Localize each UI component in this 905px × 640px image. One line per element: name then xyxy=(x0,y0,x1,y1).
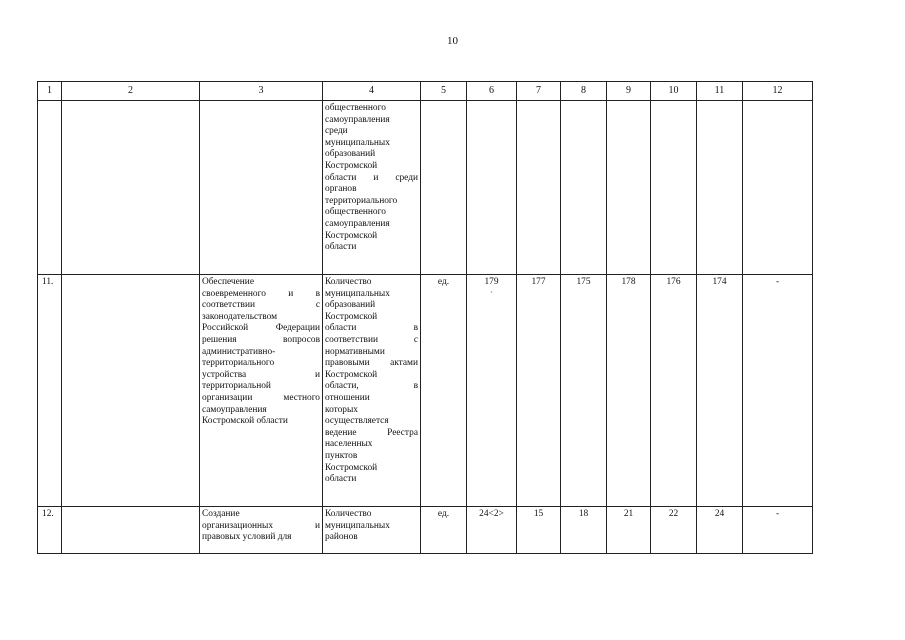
scan-speck: ˋ xyxy=(490,289,493,300)
measure-cell xyxy=(200,275,323,507)
cell-text-line: образований xyxy=(325,300,376,311)
cell-text-line: нормативными xyxy=(325,346,385,357)
value-cell-11 xyxy=(697,101,743,275)
value-cell-7: 15 xyxy=(517,507,561,554)
cell-text-line: Костромской xyxy=(325,230,378,241)
row-number: 12. xyxy=(38,507,62,554)
cell-text-line: Обеспечение xyxy=(202,277,254,287)
cell-text-line: решения вопросов xyxy=(202,334,320,345)
indicators-table xyxy=(37,81,813,554)
unit-cell xyxy=(421,101,467,275)
cell-text-line: правовых условий для xyxy=(202,532,292,543)
cell-text-line: соответствии с xyxy=(202,300,320,311)
value-cell-6 xyxy=(467,101,517,275)
indicator-cell xyxy=(323,275,421,507)
cell-text-line: территориальной xyxy=(202,381,271,392)
value-text: 179 xyxy=(484,277,499,287)
value-cell-11: 174 xyxy=(697,275,743,507)
cell-text-line: муниципальных xyxy=(325,288,390,299)
cell-text-line: отношении xyxy=(325,392,370,403)
cell-text-line: ведение Реестра xyxy=(325,427,418,438)
cell-text-line: соответствии с xyxy=(325,334,418,345)
row-number xyxy=(38,101,62,275)
table-row xyxy=(38,275,813,507)
cell-text-line: самоуправления xyxy=(202,404,267,415)
cell-text-line: общественного xyxy=(325,207,386,218)
cell-text-line: своевременного и в xyxy=(202,288,320,299)
cell-text-line: Российской Федерации xyxy=(202,323,320,334)
value-cell-8: 18 xyxy=(561,507,607,554)
cell-text-line: территориального xyxy=(202,358,275,369)
cell-text-line: Количество xyxy=(325,509,372,519)
cell-text-line: территориального xyxy=(325,195,398,206)
value-cell-9 xyxy=(607,101,651,275)
cell-text-line: Костромской xyxy=(325,369,378,380)
value-cell-12 xyxy=(743,101,813,275)
unit-cell: ед. xyxy=(421,275,467,507)
indicator-cell xyxy=(323,507,421,554)
cell-text-line: органов xyxy=(325,184,357,195)
value-cell-6: 24<2> xyxy=(467,507,517,554)
cell-text-line: Создание xyxy=(202,509,240,519)
cell-text-line: общественного xyxy=(325,103,386,113)
cell-text-line: муниципальных xyxy=(325,137,390,148)
cell-text-line: области и среди xyxy=(325,172,418,183)
cell-text-line: правовыми актами xyxy=(325,358,418,369)
value-cell-9: 21 xyxy=(607,507,651,554)
cell-text-line: самоуправления xyxy=(325,114,390,125)
value-cell-6 xyxy=(467,275,517,507)
header-cell: 12 xyxy=(743,82,813,101)
cell-text-line: пунктов xyxy=(325,450,358,461)
task-cell xyxy=(62,507,200,554)
header-cell: 8 xyxy=(561,82,607,101)
page-number: 10 xyxy=(447,35,458,47)
header-cell: 3 xyxy=(200,82,323,101)
value-cell-8: 175 xyxy=(561,275,607,507)
cell-text-line: области, в xyxy=(325,381,418,392)
cell-text-line: Количество xyxy=(325,277,372,287)
header-cell: 2 xyxy=(62,82,200,101)
value-cell-12: - xyxy=(743,275,813,507)
header-cell: 6 xyxy=(467,82,517,101)
cell-text-line: области в xyxy=(325,323,418,334)
cell-text-line: законодательством xyxy=(202,311,278,322)
header-cell: 11 xyxy=(697,82,743,101)
value-cell-8 xyxy=(561,101,607,275)
cell-text-line: области xyxy=(325,242,357,253)
cell-text-line: Костромской xyxy=(325,311,378,322)
value-cell-11: 24 xyxy=(697,507,743,554)
unit-cell: ед. xyxy=(421,507,467,554)
cell-text-line: образований xyxy=(325,149,376,160)
cell-text-line: среди xyxy=(325,126,348,137)
cell-text-line: организационных и xyxy=(202,520,320,531)
value-cell-12: - xyxy=(743,507,813,554)
cell-text-line: которых xyxy=(325,404,358,415)
cell-text-line: Костромской xyxy=(325,462,378,473)
row-number: 11. xyxy=(38,275,62,507)
cell-text-line: населенных xyxy=(325,439,373,450)
cell-text-line: организации местного xyxy=(202,392,320,403)
task-cell xyxy=(62,101,200,275)
table-header-row xyxy=(38,82,813,101)
cell-text-line: муниципальных xyxy=(325,520,390,531)
table-row xyxy=(38,101,813,275)
value-cell-7: 177 xyxy=(517,275,561,507)
header-cell: 9 xyxy=(607,82,651,101)
cell-text-line: Костромской xyxy=(325,160,378,171)
cell-text-line: устройства и xyxy=(202,369,320,380)
header-cell: 4 xyxy=(323,82,421,101)
cell-text-line: административно- xyxy=(202,346,276,357)
value-cell-9: 178 xyxy=(607,275,651,507)
cell-text-line: Костромской области xyxy=(202,416,288,427)
header-cell: 10 xyxy=(651,82,697,101)
value-cell-10: 176 xyxy=(651,275,697,507)
header-cell: 7 xyxy=(517,82,561,101)
task-cell xyxy=(62,275,200,507)
value-cell-10 xyxy=(651,101,697,275)
header-cell: 5 xyxy=(421,82,467,101)
value-cell-10: 22 xyxy=(651,507,697,554)
value-cell-7 xyxy=(517,101,561,275)
indicator-cell xyxy=(323,101,421,275)
header-cell: 1 xyxy=(38,82,62,101)
cell-text-line: самоуправления xyxy=(325,218,390,229)
table-row xyxy=(38,507,813,554)
cell-text-line: районов xyxy=(325,532,358,543)
measure-cell xyxy=(200,101,323,275)
measure-cell xyxy=(200,507,323,554)
cell-text-line: области xyxy=(325,474,357,485)
cell-text-line: осуществляется xyxy=(325,416,389,427)
